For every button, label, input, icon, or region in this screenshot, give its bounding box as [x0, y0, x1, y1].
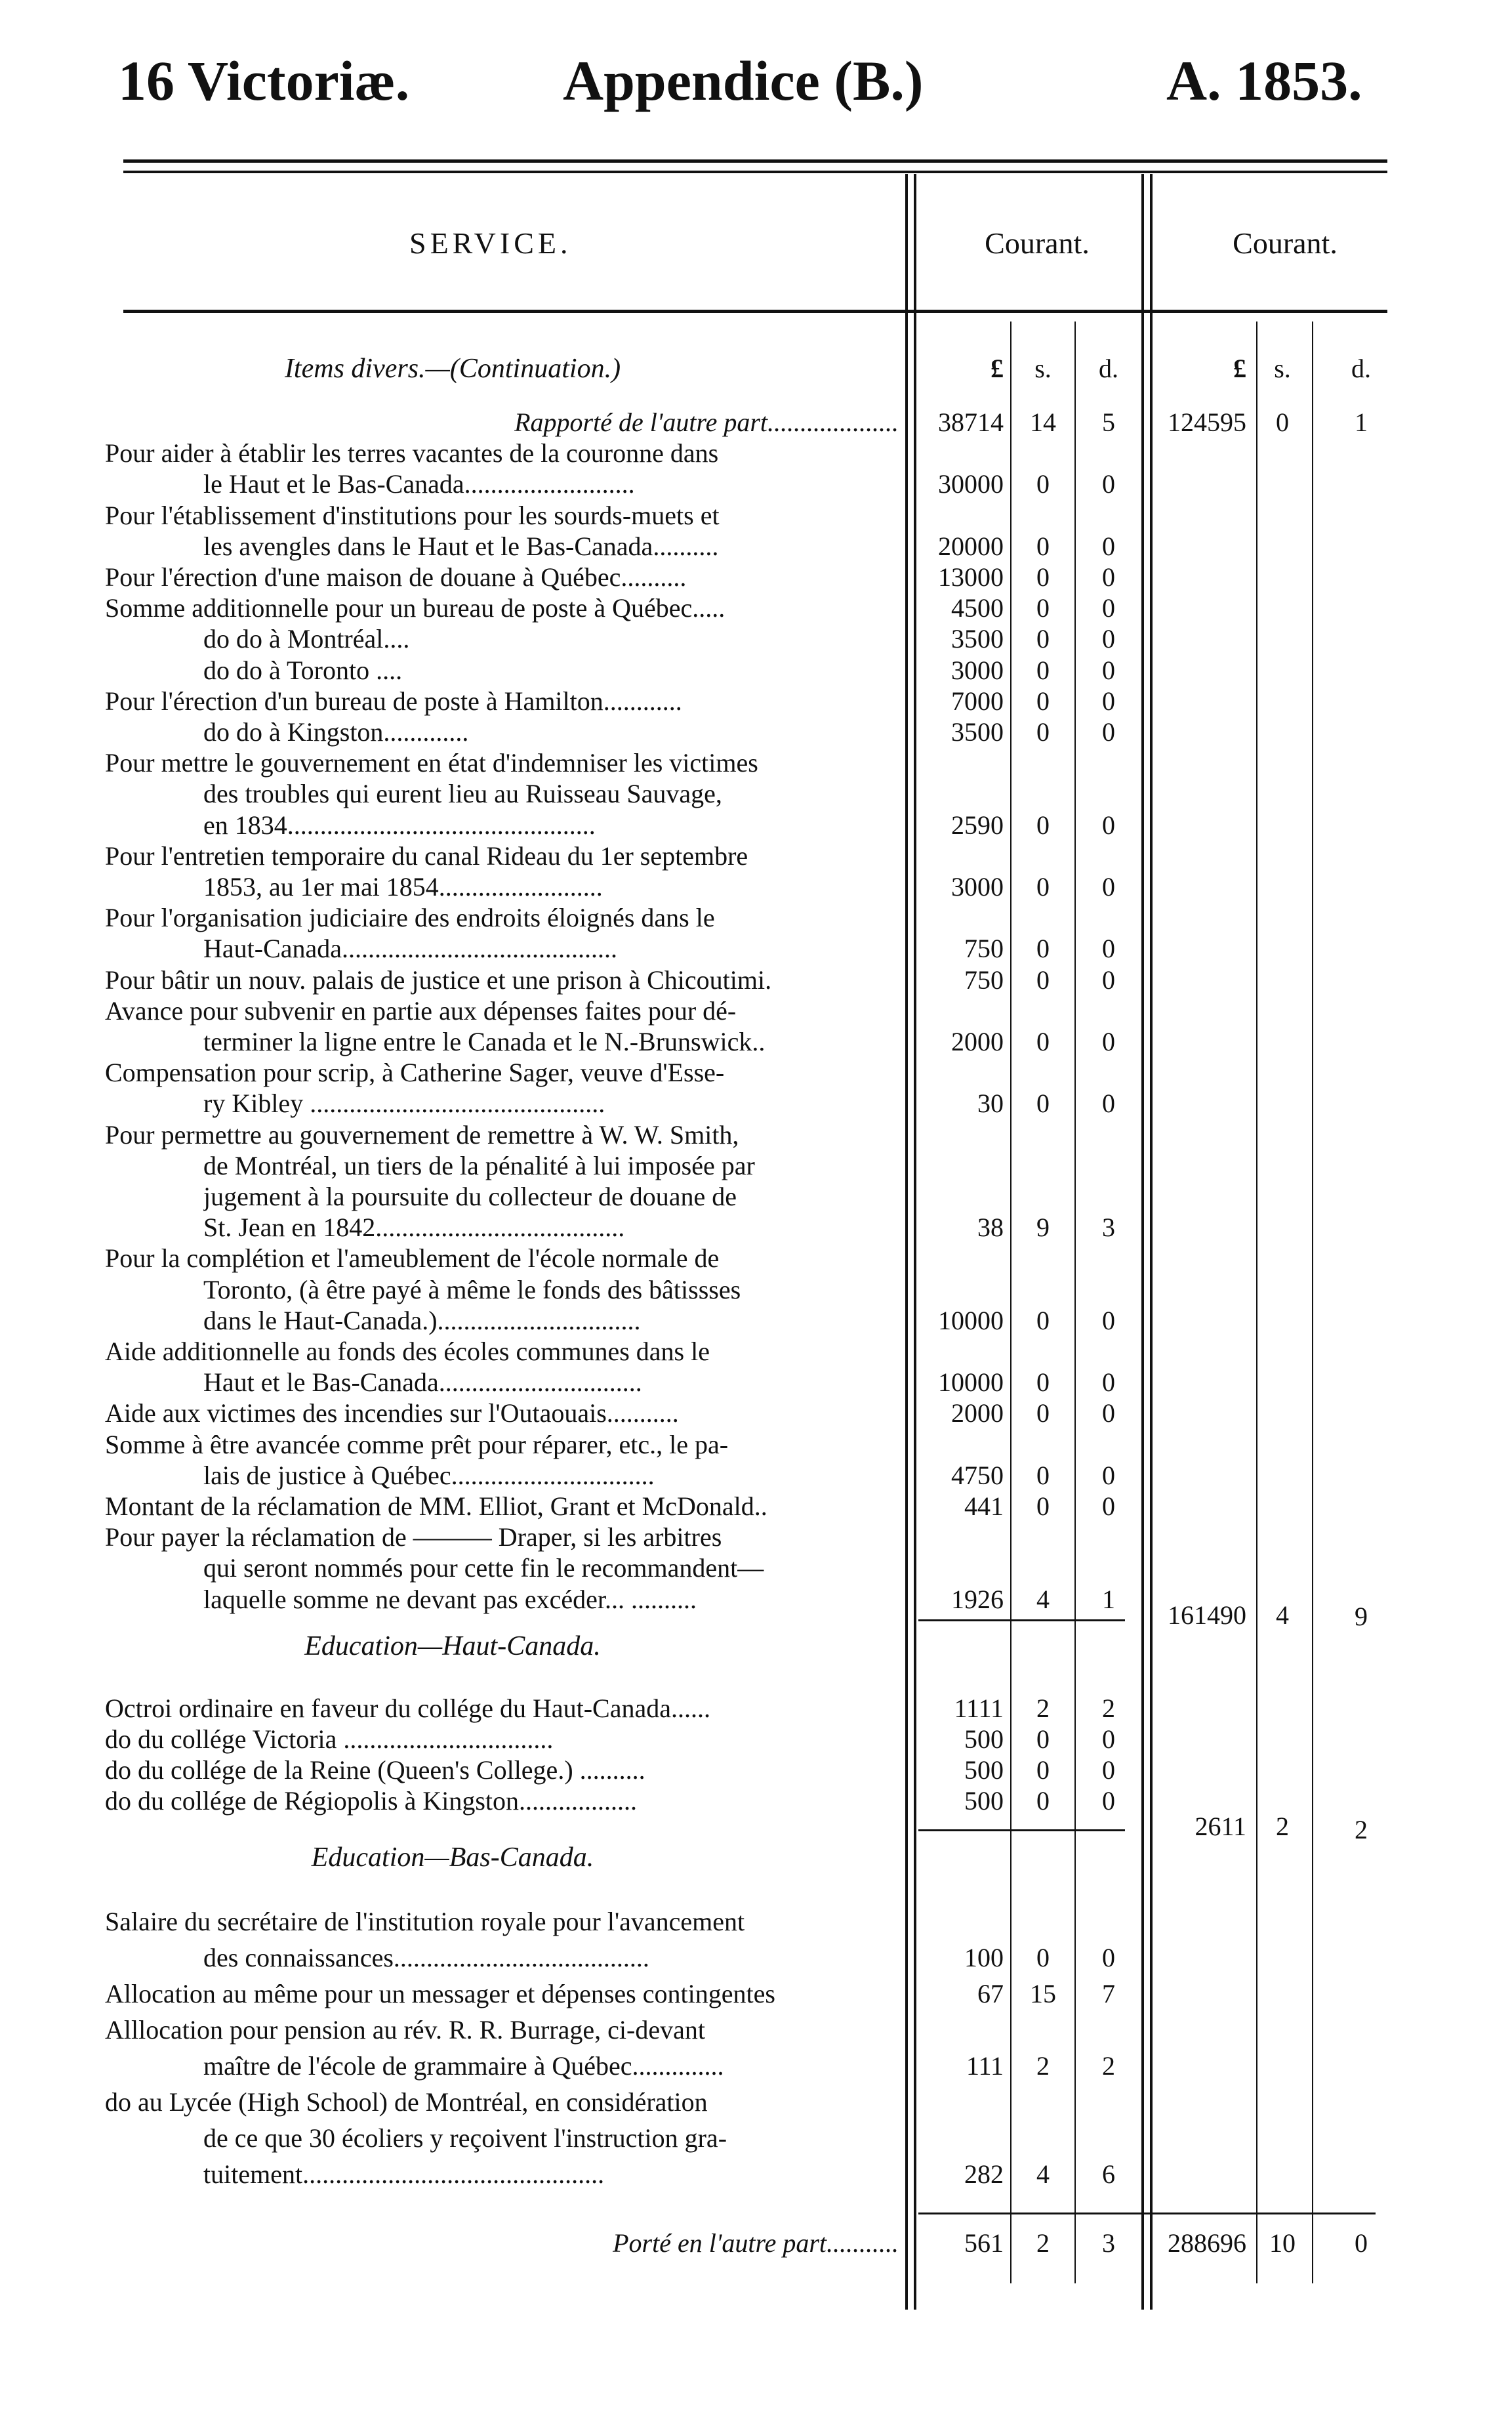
- subtotal-2-pounds: 2611: [1195, 1812, 1246, 1841]
- table-row: [0, 2159, 1512, 2198]
- row-pence: 0: [1102, 1491, 1115, 1521]
- column-header-service: SERVICE.: [409, 226, 572, 260]
- row-pence: 0: [1102, 1724, 1115, 1754]
- row-shillings: 0: [1036, 655, 1050, 685]
- row-shillings: 0: [1036, 1724, 1050, 1754]
- row-pence: 3: [1102, 1213, 1115, 1243]
- row-description: laquelle somme ne devant pas excéder... ..........: [203, 1584, 697, 1614]
- row-pounds: 500: [964, 1755, 1004, 1785]
- row-pence: 0: [1102, 1786, 1115, 1816]
- row-pence: 0: [1102, 810, 1115, 840]
- row-shillings: 2: [1036, 1693, 1050, 1723]
- row-pence: 7: [1102, 1979, 1115, 2008]
- row-pence: 2: [1102, 2051, 1115, 2081]
- row-pounds: 10000: [938, 1305, 1004, 1335]
- row-description: Somme à être avancée comme prêt pour réparer, etc., le pa-: [105, 1429, 729, 1459]
- subtotal-1-pounds: 161490: [1168, 1600, 1246, 1630]
- section-heading-upper-canada-text: Education—Haut-Canada.: [304, 1631, 601, 1661]
- row-pence: 6: [1102, 2159, 1115, 2189]
- row-description: Pour permettre au gouvernement de remettre à W. W. Smith,: [105, 1119, 739, 1150]
- row-description: des troubles qui eurent lieu au Ruisseau Sauvage,: [203, 779, 722, 809]
- row-pence: 0: [1102, 1398, 1115, 1428]
- row-shillings: 0: [1036, 1305, 1050, 1335]
- carried-forward-shillings: 2: [1036, 2228, 1050, 2258]
- row-description: St. Jean en 1842......................................: [203, 1213, 625, 1243]
- row-pounds: 500: [964, 1786, 1004, 1816]
- page-header-center: Appendice (B.): [563, 49, 924, 112]
- row-shillings: 4: [1036, 2159, 1050, 2189]
- row-pounds: 10000: [938, 1367, 1004, 1398]
- top-rule-1: [123, 159, 1387, 163]
- row-description: des connaissances.......................................: [203, 1943, 649, 1972]
- row-shillings: 0: [1036, 1367, 1050, 1398]
- row-shillings: 0: [1036, 469, 1050, 499]
- row-description: Pour l'organisation judiciaire des endroits éloignés dans le: [105, 903, 715, 933]
- final-rule: [918, 2213, 1376, 2214]
- row-shillings: 0: [1036, 1027, 1050, 1056]
- row-description: do au Lycée (High School) de Montréal, en considération: [105, 2087, 708, 2117]
- row-pence: 0: [1102, 965, 1115, 995]
- table-row: [0, 2123, 1512, 2162]
- row-description: Haut-Canada..........................................: [203, 934, 618, 964]
- table-row: [0, 1978, 1512, 2018]
- row-pence: 0: [1102, 562, 1115, 592]
- column-header-current-2: Courant.: [1233, 226, 1338, 260]
- table-row: [0, 1906, 1512, 1945]
- table-row: [0, 2014, 1512, 2054]
- row-description: Aide aux victimes des incendies sur l'Outaouais...........: [105, 1398, 679, 1428]
- row-pounds: 1111: [954, 1693, 1004, 1723]
- row-total-shillings: 0: [1276, 407, 1289, 437]
- row-description: Pour l'érection d'une maison de douane à Québec..........: [105, 562, 687, 592]
- row-description: do du collége Victoria ................................: [105, 1724, 554, 1754]
- row-description: ry Kibley .............................................: [203, 1089, 605, 1119]
- subtotal-2-shillings: 2: [1276, 1812, 1289, 1841]
- row-description: dans le Haut-Canada.)...............................: [203, 1305, 641, 1335]
- row-description: Compensation pour scrip, à Catherine Sager, veuve d'Esse-: [105, 1058, 725, 1088]
- row-total-pence: 1: [1355, 407, 1368, 437]
- row-pounds: 282: [964, 2159, 1004, 2189]
- row-description: maître de l'école de grammaire à Québec..............: [203, 2051, 724, 2081]
- row-description: Somme additionnelle pour un bureau de poste à Québec.....: [105, 593, 725, 623]
- row-description: qui seront nommés pour cette fin le recommandent—: [203, 1553, 764, 1583]
- row-pounds: 750: [964, 965, 1004, 995]
- row-shillings: 0: [1036, 624, 1050, 654]
- row-pounds: 3500: [951, 717, 1004, 747]
- row-pounds: 111: [966, 2051, 1004, 2081]
- row-pence: 0: [1102, 1460, 1115, 1490]
- row-pence: 0: [1102, 717, 1115, 747]
- row-description: Allocation au même pour un messager et dépenses contingentes: [105, 1979, 775, 2008]
- row-pounds: 2000: [951, 1398, 1004, 1428]
- row-pence: 0: [1102, 934, 1115, 964]
- row-description: do do à Toronto ....: [203, 655, 403, 685]
- row-pounds: 500: [964, 1724, 1004, 1754]
- row-shillings: 0: [1036, 686, 1050, 716]
- row-shillings: 0: [1036, 562, 1050, 592]
- table-row: [0, 2087, 1512, 2126]
- row-shillings: 2: [1036, 2051, 1050, 2081]
- row-description: lais de justice à Québec...............................: [203, 1460, 655, 1490]
- carried-forward-total-shillings: 10: [1269, 2228, 1296, 2258]
- column-header-current-1: Courant.: [985, 226, 1090, 260]
- row-shillings: 0: [1036, 593, 1050, 623]
- subtotal-1-shillings: 4: [1276, 1600, 1289, 1630]
- unit-shilling-2: s.: [1274, 354, 1291, 383]
- carried-forward-pounds: 561: [964, 2228, 1004, 2258]
- row-pence: 0: [1102, 686, 1115, 716]
- top-rule-2: [123, 171, 1387, 173]
- section-heading-upper-canada: [0, 1631, 1512, 1670]
- row-pence: 0: [1102, 1367, 1115, 1398]
- row-total-pounds: 124595: [1168, 407, 1246, 437]
- row-pence: 5: [1102, 407, 1115, 437]
- page-header-left: 16 Victoriæ.: [118, 49, 410, 112]
- row-pence: 0: [1102, 624, 1115, 654]
- row-shillings: 0: [1036, 1460, 1050, 1490]
- carried-forward-total-pence: 0: [1355, 2228, 1368, 2258]
- row-pounds: 441: [964, 1491, 1004, 1521]
- row-pence: 0: [1102, 1943, 1115, 1972]
- row-pence: 0: [1102, 1755, 1115, 1785]
- row-description: Pour bâtir un nouv. palais de justice et une prison à Chicoutimi.: [105, 965, 772, 995]
- row-description: de Montréal, un tiers de la pénalité à lui imposée par: [203, 1150, 755, 1180]
- row-description: Montant de la réclamation de MM. Elliot, Grant et McDonald..: [105, 1491, 767, 1521]
- row-description: jugement à la poursuite du collecteur de douane de: [203, 1182, 737, 1211]
- table-row: [0, 2050, 1512, 2090]
- row-pounds: 1926: [951, 1584, 1004, 1614]
- unit-pound-2: £: [1233, 354, 1246, 383]
- row-description: do du collége de Régiopolis à Kingston..................: [105, 1786, 638, 1816]
- row-shillings: 14: [1030, 407, 1056, 437]
- subtotal-rule-1: [918, 1619, 1125, 1621]
- row-pence: 0: [1102, 655, 1115, 685]
- row-shillings: 0: [1036, 717, 1050, 747]
- row-pounds: 13000: [938, 562, 1004, 592]
- row-shillings: 0: [1036, 965, 1050, 995]
- row-description: Alllocation pour pension au rév. R. R. Burrage, ci-devant: [105, 2015, 705, 2045]
- subtotal-1-pence: 9: [1355, 1602, 1368, 1631]
- row-pounds: 38: [977, 1213, 1004, 1243]
- carried-forward-pence: 3: [1102, 2228, 1115, 2258]
- row-pence: 0: [1102, 1089, 1115, 1119]
- row-shillings: 0: [1036, 1943, 1050, 1972]
- row-description: Pour la complétion et l'ameublement de l'école normale de: [105, 1243, 720, 1274]
- unit-shilling-1: s.: [1034, 354, 1052, 383]
- row-pounds: 750: [964, 934, 1004, 964]
- row-description: Pour l'entretien temporaire du canal Rideau du 1er septembre: [105, 841, 748, 871]
- carried-forward-label: Porté en l'autre part...........: [613, 2228, 899, 2258]
- row-pounds: 38714: [938, 407, 1004, 437]
- unit-pound-1: £: [991, 354, 1004, 383]
- unit-pence-1: d.: [1099, 354, 1118, 383]
- row-pounds: 4500: [951, 593, 1004, 623]
- subtotal-rule-2: [918, 1829, 1125, 1831]
- row-pounds: 3500: [951, 624, 1004, 654]
- row-description: en 1834...............................................: [203, 810, 596, 840]
- row-description: Pour payer la réclamation de ——— Draper, si les arbitres: [105, 1522, 722, 1552]
- row-description: terminer la ligne entre le Canada et le N.-Brunswick..: [203, 1027, 766, 1056]
- table-row: [0, 1942, 1512, 1982]
- row-pounds: 7000: [951, 686, 1004, 716]
- row-description: Pour aider à établir les terres vacantes de la couronne dans: [105, 438, 719, 468]
- row-description: Pour l'établissement d'institutions pour les sourds-muets et: [105, 500, 720, 530]
- row-shillings: 0: [1036, 872, 1050, 902]
- subtotal-2-pence: 2: [1355, 1815, 1368, 1844]
- row-description: do du collége de la Reine (Queen's College.) ..........: [105, 1755, 645, 1785]
- row-pounds: 30000: [938, 469, 1004, 499]
- section-heading-misc-text: Items divers.—(Continuation.): [284, 354, 621, 384]
- row-description: do do à Montréal....: [203, 624, 410, 654]
- row-description: Pour mettre le gouvernement en état d'indemniser les victimes: [105, 748, 758, 778]
- row-shillings: 0: [1036, 1398, 1050, 1428]
- row-pounds: 2590: [951, 810, 1004, 840]
- row-description: do do à Kingston.............: [203, 717, 469, 747]
- page-header-right: A. 1853.: [1166, 49, 1362, 112]
- row-pounds: 2000: [951, 1027, 1004, 1056]
- row-description: 1853, au 1er mai 1854.........................: [203, 872, 603, 902]
- unit-pence-2: d.: [1351, 354, 1371, 383]
- row-description: Aide additionnelle au fonds des écoles communes dans le: [105, 1337, 710, 1366]
- row-pence: 0: [1102, 872, 1115, 902]
- row-pounds: 3000: [951, 655, 1004, 685]
- row-pence: 0: [1102, 593, 1115, 623]
- row-description: les avengles dans le Haut et le Bas-Canada..........: [203, 531, 719, 561]
- row-description: de ce que 30 écoliers y reçoivent l'instruction gra-: [203, 2123, 727, 2153]
- row-description: Octroi ordinaire en faveur du collége du Haut-Canada......: [105, 1693, 710, 1723]
- row-shillings: 0: [1036, 1089, 1050, 1119]
- row-shillings: 15: [1030, 1979, 1056, 2008]
- row-pence: 0: [1102, 1027, 1115, 1056]
- row-pounds: 67: [977, 1979, 1004, 2008]
- header-rule: [123, 310, 1387, 313]
- row-description: Toronto, (à être payé à même le fonds des bâtissses: [203, 1274, 741, 1304]
- row-shillings: 0: [1036, 810, 1050, 840]
- row-pounds: 100: [964, 1943, 1004, 1972]
- row-pence: 2: [1102, 1693, 1115, 1723]
- section-heading-lower-canada-text: Education—Bas-Canada.: [311, 1842, 594, 1873]
- row-pence: 1: [1102, 1584, 1115, 1614]
- row-description: Avance pour subvenir en partie aux dépenses faites pour dé-: [105, 995, 737, 1026]
- row-description: Pour l'érection d'un bureau de poste à Hamilton............: [105, 686, 682, 716]
- row-shillings: 9: [1036, 1213, 1050, 1243]
- row-pence: 0: [1102, 1305, 1115, 1335]
- row-pounds: 30: [977, 1089, 1004, 1119]
- row-description: tuitement..............................................: [203, 2159, 605, 2189]
- row-description: Salaire du secrétaire de l'institution royale pour l'avancement: [105, 1907, 745, 1936]
- row-pounds: 3000: [951, 872, 1004, 902]
- row-shillings: 0: [1036, 531, 1050, 561]
- row-pounds: 4750: [951, 1460, 1004, 1490]
- section-heading-lower-canada: [0, 1842, 1512, 1881]
- row-shillings: 4: [1036, 1584, 1050, 1614]
- carried-forward-total-pounds: 288696: [1168, 2228, 1246, 2258]
- row-description: Rapporté de l'autre part....................: [514, 407, 899, 437]
- row-shillings: 0: [1036, 1786, 1050, 1816]
- row-shillings: 0: [1036, 934, 1050, 964]
- row-pounds: 20000: [938, 531, 1004, 561]
- row-shillings: 0: [1036, 1491, 1050, 1521]
- row-pence: 0: [1102, 469, 1115, 499]
- row-shillings: 0: [1036, 1755, 1050, 1785]
- row-description: Haut et le Bas-Canada...............................: [203, 1367, 642, 1398]
- row-pence: 0: [1102, 531, 1115, 561]
- row-description: le Haut et le Bas-Canada..........................: [203, 469, 635, 499]
